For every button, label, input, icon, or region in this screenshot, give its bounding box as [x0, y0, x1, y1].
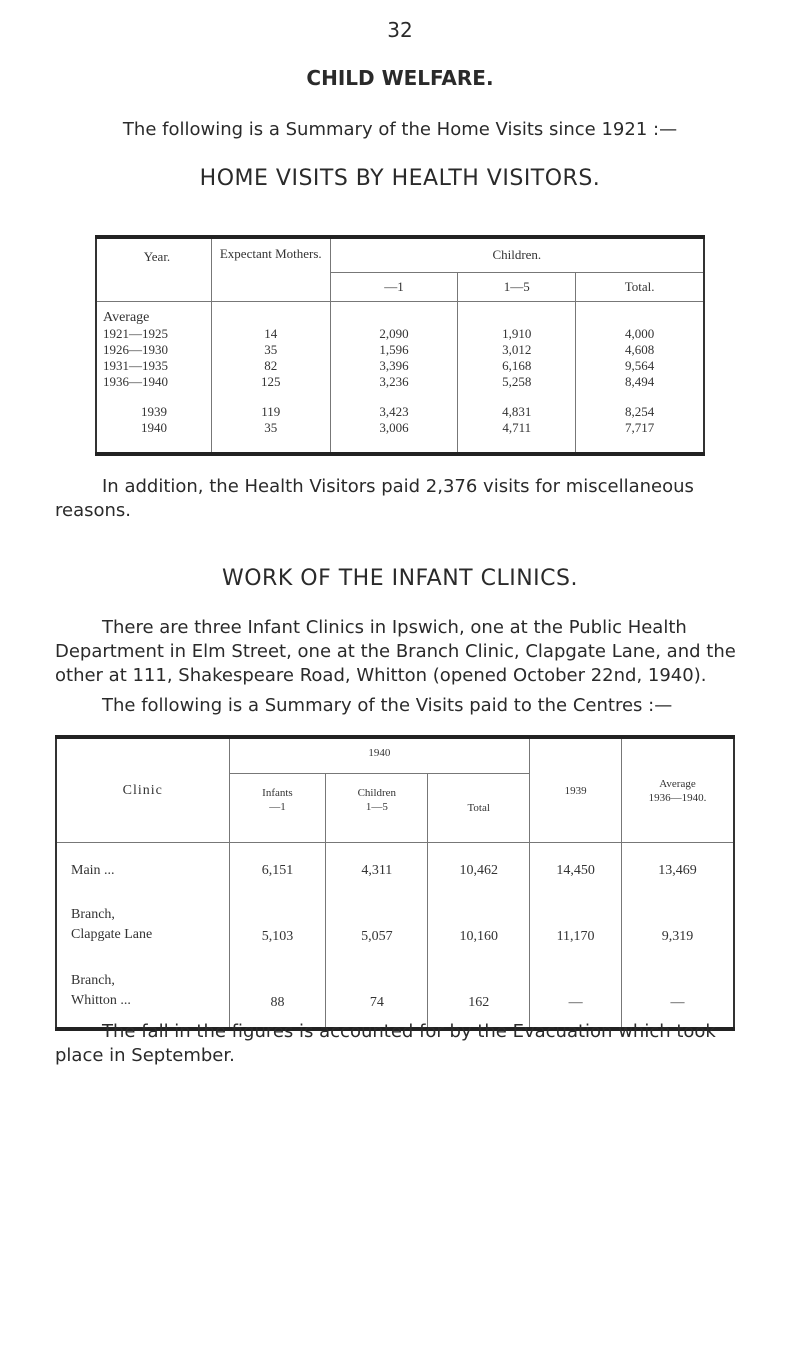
cell-1to5: 5,258 [458, 374, 576, 390]
cell-1939: — [530, 959, 622, 1029]
table-row [96, 342, 704, 358]
cell-expectant: 14 [211, 326, 330, 342]
cell-average: 9,319 [621, 897, 734, 959]
col-1940-header: 1940 [229, 737, 530, 774]
clinic-location: Whitton ... [71, 993, 131, 1008]
clinic-visits-table [55, 735, 735, 1031]
table-row [56, 843, 734, 898]
col-children-header: Children. [330, 237, 704, 272]
average-period: 1936—1940. [648, 791, 707, 804]
col-children-header [326, 774, 428, 843]
cell-total: 4,608 [576, 342, 704, 358]
col-year-header: Year. [96, 237, 211, 302]
page-number: 32 [387, 18, 413, 42]
cell-expectant: 119 [211, 390, 330, 420]
clinic-name: Main ... [71, 863, 115, 878]
cell-expectant: 35 [211, 342, 330, 358]
cell-1to5: 4,831 [458, 390, 576, 420]
closing-text: The fall in the figures is accounted for by the Evacuation which took place in September. [55, 1021, 716, 1066]
page-title: CHILD WELFARE. [306, 66, 494, 90]
section-home-visits-title: HOME VISITS BY HEALTH VISITORS. [199, 166, 601, 191]
cell-year: 1940 [140, 420, 167, 435]
cell-clinic [56, 843, 229, 898]
cell-under1: 3,396 [330, 358, 458, 374]
cell-expectant: 82 [211, 358, 330, 374]
cell-total: 9,564 [576, 358, 704, 374]
table-row [96, 374, 704, 390]
infants-label: Infants [262, 787, 293, 799]
cell-total: 10,160 [428, 897, 530, 959]
col-1939-header: 1939 [530, 737, 622, 843]
cell-children: 74 [326, 959, 428, 1029]
col-infants-header [229, 774, 326, 843]
cell-1939: 14,450 [530, 843, 622, 898]
cell-total: 162 [428, 959, 530, 1029]
table-row [96, 420, 704, 454]
cell-1to5: 1,910 [458, 326, 576, 342]
table-row [96, 390, 704, 420]
children-age: 1—5 [365, 801, 388, 813]
average-label: Average [103, 310, 150, 325]
cell-1939: 11,170 [530, 897, 622, 959]
cell-clinic [56, 897, 229, 959]
cell-infants: 5,103 [229, 897, 326, 959]
cell-expectant: 35 [211, 420, 330, 454]
col-clinic-header: Clinic [56, 737, 229, 843]
cell-total: 8,254 [576, 390, 704, 420]
cell-children: 4,311 [326, 843, 428, 898]
average-label: Average [659, 777, 696, 790]
table-row [96, 302, 704, 327]
cell-year: 1931—1935 [103, 358, 168, 373]
cell-clinic [56, 959, 229, 1029]
cell-total: 4,000 [576, 326, 704, 342]
cell-under1: 3,006 [330, 420, 458, 454]
cell-1to5: 6,168 [458, 358, 576, 374]
col-average-header [621, 737, 734, 843]
cell-year: 1936—1940 [103, 374, 168, 389]
cell-year: 1926—1930 [103, 342, 168, 357]
cell-under1: 1,596 [330, 342, 458, 358]
clinic-location: Clapgate Lane [71, 927, 153, 942]
summary-text: The following is a Summary of the Visits paid to the Centres :— [102, 695, 673, 716]
cell-year: 1939 [140, 404, 167, 419]
cell-average: — [621, 959, 734, 1029]
col-1to5-header: 1—5 [458, 272, 576, 301]
cell-infants: 6,151 [229, 843, 326, 898]
section-infant-clinics-title: WORK OF THE INFANT CLINICS. [221, 566, 578, 591]
cell-children: 5,057 [326, 897, 428, 959]
table-header-row [56, 737, 734, 774]
cell-under1: 3,423 [330, 390, 458, 420]
col-under1-header: —1 [330, 272, 458, 301]
cell-total: 10,462 [428, 843, 530, 898]
cell-expectant: 125 [211, 374, 330, 390]
cell-under1: 2,090 [330, 326, 458, 342]
addition-text: In addition, the Health Visitors paid 2,376 visits for miscellaneous reasons. [55, 476, 694, 521]
table-row [96, 358, 704, 374]
home-visits-table [95, 235, 705, 456]
table-row [56, 897, 734, 959]
table-header-row [96, 237, 704, 272]
cell-infants: 88 [229, 959, 326, 1029]
cell-average: 13,469 [621, 843, 734, 898]
col-total-header: Total. [576, 272, 704, 301]
cell-under1: 3,236 [330, 374, 458, 390]
table-row [96, 326, 704, 342]
cell-1to5: 3,012 [458, 342, 576, 358]
clinic-name: Branch, [71, 907, 115, 922]
col-total-header: Total [428, 774, 530, 843]
table-row [56, 959, 734, 1029]
cell-year: 1921—1925 [103, 326, 168, 341]
clinics-text: There are three Infant Clinics in Ipswich, one at the Public Health Department in Elm Street, one at the Branch Clinic, Clapgate Lane, and the other at 111, Shakespeare Road, Whitton (opened October 22nd, 1940). [55, 617, 736, 686]
col-expectant-header: Expectant Mothers. [211, 237, 330, 302]
cell-total: 8,494 [576, 374, 704, 390]
intro-text: The following is a Summary of the Home Visits since 1921 :— [122, 119, 678, 140]
clinic-name: Branch, [71, 973, 115, 988]
children-label: Children [357, 787, 397, 799]
cell-1to5: 4,711 [458, 420, 576, 454]
infants-age: —1 [269, 801, 286, 813]
cell-total: 7,717 [576, 420, 704, 454]
